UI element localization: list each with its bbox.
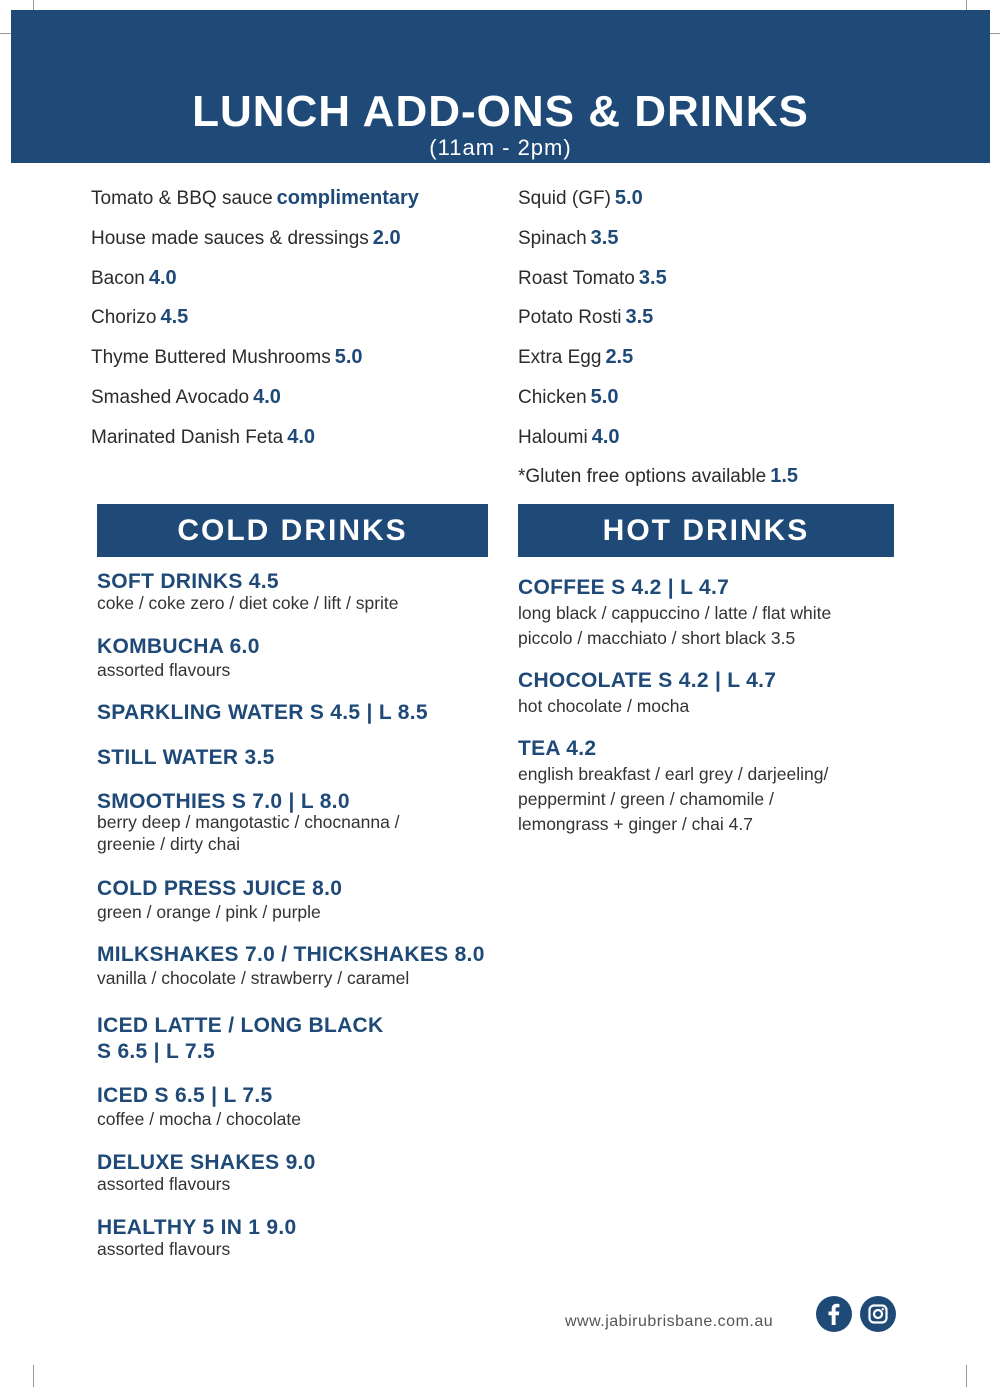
addon-price: 4.0: [148, 267, 177, 289]
menu-item: [518, 736, 828, 837]
menu-item-name: KOMBUCHA 6.0: [97, 635, 260, 658]
menu-item-name: COLD PRESS JUICE 8.0: [97, 877, 343, 900]
menu-item-name: CHOCOLATE S 4.2 | L 4.7: [518, 669, 777, 692]
addon-item: [518, 266, 667, 291]
addon-item: [518, 464, 798, 489]
menu-item-desc: lemongrass + ginger / chai 4.7: [518, 814, 753, 834]
website-link[interactable]: www.jabirubrisbane.com.au: [565, 1313, 774, 1330]
menu-item-name: SPARKLING WATER S 4.5 | L 8.5: [97, 701, 428, 724]
addon-item: [518, 186, 643, 211]
instagram-icon[interactable]: [860, 1296, 896, 1332]
addon-price: 3.5: [590, 227, 619, 249]
menu-item-name: DELUXE SHAKES 9.0: [97, 1151, 316, 1174]
addon-item: [518, 385, 618, 410]
title-banner: [11, 10, 990, 163]
hot-drinks-heading: HOT DRINKS: [518, 504, 894, 557]
addon-price: 5.0: [334, 346, 363, 368]
menu-item: [97, 1083, 301, 1132]
menu-item: [97, 876, 342, 925]
menu-item-name: STILL WATER 3.5: [97, 746, 275, 769]
addon-price: 1.5: [770, 465, 799, 487]
addon-name: Spinach: [518, 228, 587, 249]
menu-item-name: ICED LATTE / LONG BLACK: [97, 1014, 384, 1037]
menu-item: [97, 1013, 384, 1065]
menu-item-desc: long black / cappuccino / latte / flat white: [518, 603, 832, 623]
menu-item-name: SOFT DRINKS 4.5: [97, 570, 279, 593]
addon-price: 5.0: [614, 187, 643, 209]
addon-name: *Gluten free options available: [518, 466, 767, 487]
addon-name: Extra Egg: [518, 347, 602, 368]
addon-item: [91, 266, 177, 291]
menu-item-desc: green / orange / pink / purple: [97, 902, 321, 922]
addon-item: [91, 305, 188, 330]
addon-price: 3.5: [625, 306, 654, 328]
menu-item: [97, 700, 428, 726]
addon-name: House made sauces & dressings: [91, 228, 369, 249]
menu-item-desc: coke / coke zero / diet coke / lift / sprite: [97, 593, 399, 613]
addon-name: Potato Rosti: [518, 307, 622, 328]
addon-name: Haloumi: [518, 427, 588, 448]
addon-name: Chicken: [518, 387, 587, 408]
menu-item-name: SMOOTHIES S 7.0 | L 8.0: [97, 790, 350, 813]
menu-item-name: MILKSHAKES 7.0 / THICKSHAKES 8.0: [97, 943, 485, 966]
addon-name: Tomato & BBQ sauce: [91, 188, 273, 209]
menu-item-desc: peppermint / green / chamomile /: [518, 789, 774, 809]
addon-item: [91, 226, 401, 251]
addon-price: 4.5: [160, 306, 189, 328]
menu-item-desc: assorted flavours: [97, 660, 231, 680]
menu-item-desc: greenie / dirty chai: [97, 834, 240, 854]
menu-item-name: HEALTHY 5 IN 1 9.0: [97, 1216, 297, 1239]
menu-item: [97, 745, 275, 771]
page-title: LUNCH ADD-ONS & DRINKS: [192, 87, 809, 136]
addon-item: [91, 345, 363, 370]
menu-item: [518, 575, 831, 651]
menu-item: [97, 789, 400, 855]
menu-item-name: TEA 4.2: [518, 737, 597, 760]
cold-drinks-heading: COLD DRINKS: [97, 504, 488, 557]
addon-name: Bacon: [91, 268, 145, 289]
addon-item: [518, 226, 618, 251]
addon-name: Thyme Buttered Mushrooms: [91, 347, 331, 368]
menu-item: [97, 634, 260, 683]
addon-item: [518, 425, 620, 450]
addon-name: Chorizo: [91, 307, 157, 328]
menu-item-price: S 6.5 | L 7.5: [97, 1040, 215, 1063]
addon-price: 2.0: [372, 227, 401, 249]
menu-item: [518, 668, 776, 719]
menu-item: [97, 942, 485, 991]
addon-price: 4.0: [287, 426, 316, 448]
menu-item-name: COFFEE S 4.2 | L 4.7: [518, 576, 730, 599]
addon-price: 5.0: [590, 386, 619, 408]
menu-item-name: ICED S 6.5 | L 7.5: [97, 1084, 273, 1107]
addon-item: [91, 385, 281, 410]
crop-mark: [966, 1365, 967, 1387]
menu-item-desc: assorted flavours: [97, 1174, 231, 1194]
addon-price: 3.5: [638, 267, 667, 289]
menu-item-desc: piccolo / macchiato / short black 3.5: [518, 628, 796, 648]
menu-item: [97, 1215, 297, 1262]
menu-item-desc: english breakfast / earl grey / darjeeling/: [518, 764, 829, 784]
menu-item-desc: vanilla / chocolate / strawberry / caramel: [97, 968, 410, 988]
addon-item: [518, 345, 633, 370]
page-subtitle: (11am - 2pm): [429, 135, 572, 160]
crop-mark: [33, 1365, 34, 1387]
facebook-icon[interactable]: [816, 1296, 852, 1332]
addon-item: [91, 425, 315, 450]
addon-name: Roast Tomato: [518, 268, 635, 289]
menu-item: [97, 1150, 316, 1197]
menu-item-desc: coffee / mocha / chocolate: [97, 1109, 301, 1129]
addon-price: 2.5: [605, 346, 634, 368]
addon-name: Squid (GF): [518, 188, 611, 209]
addon-item: [518, 305, 653, 330]
addon-name: Marinated Danish Feta: [91, 427, 284, 448]
menu-item: [97, 569, 399, 616]
menu-item-desc: hot chocolate / mocha: [518, 696, 690, 716]
addon-price: 4.0: [253, 386, 281, 408]
menu-item-desc: assorted flavours: [97, 1239, 231, 1259]
addon-price: 4.0: [591, 426, 620, 448]
addon-item: [91, 186, 419, 211]
addon-name: Smashed Avocado: [91, 387, 250, 408]
menu-item-desc: berry deep / mangotastic / chocnanna /: [97, 812, 400, 832]
addon-price: complimentary: [276, 187, 419, 209]
